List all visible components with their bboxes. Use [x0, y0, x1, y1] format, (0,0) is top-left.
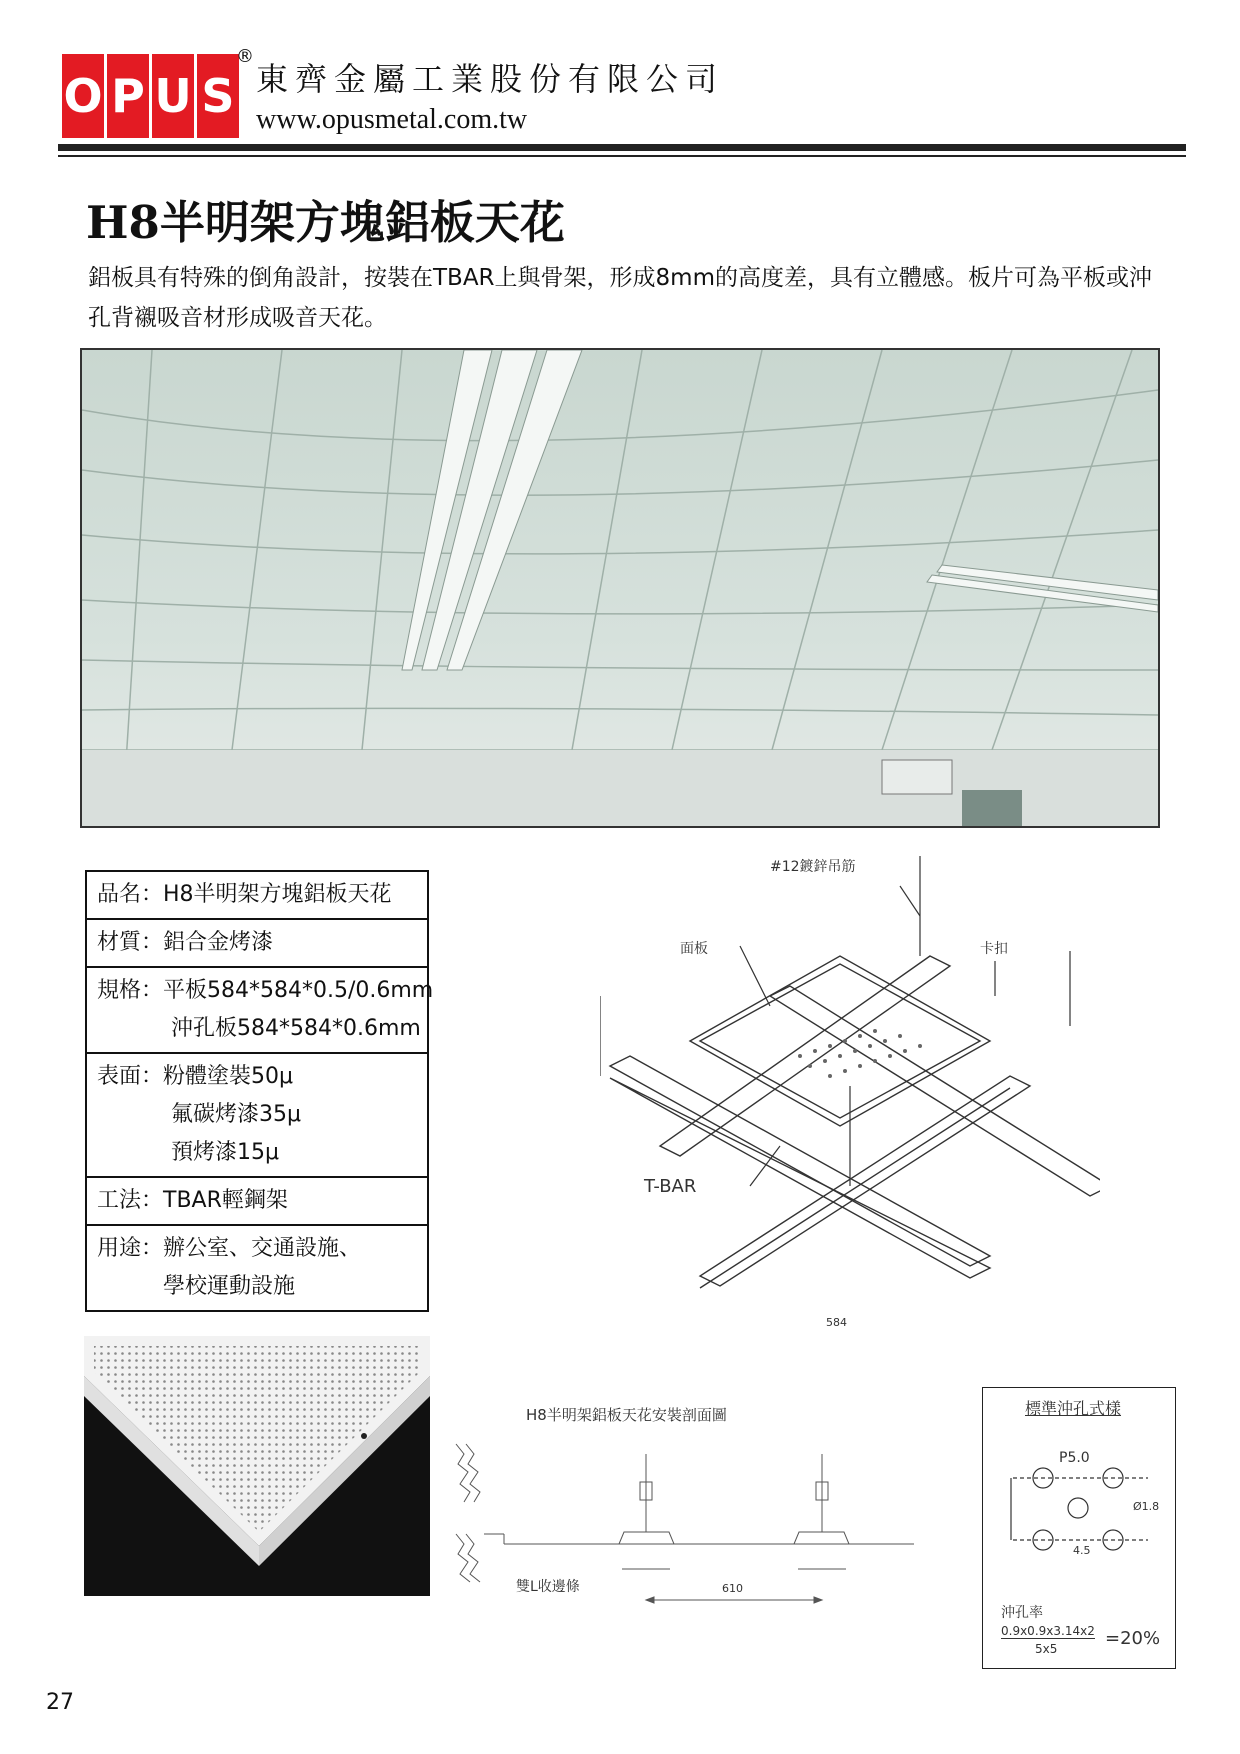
spec-row-name: [87, 872, 427, 920]
section-title: H8半明架鋁板天花安裝剖面圖: [526, 1406, 727, 1424]
hanger-label: #12鍍鋅吊筋: [770, 859, 856, 875]
logo-letter: S: [197, 54, 239, 138]
rate-numerator: 0.9x0.9x3.14x2: [1001, 1624, 1095, 1638]
company-name: 東齊金屬工業股份有限公司: [256, 60, 725, 98]
clip-label: 卡扣: [980, 941, 1008, 957]
spec-row-material: [87, 920, 427, 968]
page-title: H8半明架方塊鋁板天花: [86, 196, 565, 249]
tbar-label: T-BAR: [644, 1176, 697, 1197]
spec-text: 用途：辦公室、交通設施、: [97, 1236, 362, 1261]
spec-row-method: [87, 1178, 427, 1226]
spec-text: 學校運動設施: [163, 1274, 296, 1299]
spec-table: [85, 870, 434, 1312]
spec-row-usage: [87, 1226, 427, 1310]
wall-trim-label: 雙L收邊條: [516, 1579, 580, 1595]
spec-text: 預烤漆15μ: [171, 1140, 279, 1165]
page-number: 27: [46, 1690, 74, 1715]
spec-text: 沖孔板584*584*0.6mm: [171, 1016, 421, 1041]
ceiling-photo: [80, 348, 1160, 828]
spec-text: 品名：H8半明架方塊鋁板天花: [97, 882, 392, 907]
registered-mark: ®: [236, 46, 254, 67]
pitch-label: P5.0: [1059, 1450, 1090, 1466]
span-label: 610: [722, 1582, 743, 1595]
perforated-panel-closeup: [84, 1336, 430, 1596]
header-divider-thin: [58, 155, 1186, 157]
perforation-pattern: [982, 1387, 1176, 1669]
website-link[interactable]: www.opusmetal.com.tw: [256, 104, 528, 135]
opus-logo: [62, 54, 240, 138]
logo-letter: U: [152, 54, 194, 138]
tbar-exploded-diagram: [600, 856, 1100, 1336]
section-drawing: [454, 1404, 934, 1626]
header-divider: [58, 144, 1186, 151]
spec-row-surface: [87, 1054, 427, 1178]
logo-letter: P: [107, 54, 149, 138]
rate-denominator: 5x5: [1035, 1642, 1058, 1656]
spec-text: 氟碳烤漆35μ: [171, 1102, 301, 1127]
perforation-title: 標準沖孔式樣: [1025, 1399, 1122, 1418]
product-description: 鋁板具有特殊的倒角設計，按裝在TBAR上與骨架，形成8mm的高度差，具有立體感。板片可為平板或沖孔背襯吸音材形成吸音天花。: [88, 265, 1152, 331]
panel-label: 面板: [680, 941, 708, 957]
diameter-label: Ø1.8: [1133, 1500, 1160, 1513]
offset-label: 4.5: [1073, 1544, 1091, 1557]
spec-text: 材質：鋁合金烤漆: [97, 930, 274, 955]
dimension-label: 584: [826, 1316, 847, 1329]
spec-text: 工法：TBAR輕鋼架: [97, 1188, 288, 1213]
spec-text: 規格：平板584*584*0.5/0.6mm: [97, 978, 434, 1003]
logo-letter: O: [62, 54, 104, 138]
spec-text: 表面：粉體塗裝50μ: [97, 1064, 293, 1089]
perforation-rate-label: 沖孔率: [1001, 1605, 1043, 1621]
spec-row-size: [87, 968, 434, 1054]
rate-result: =20%: [1105, 1628, 1161, 1649]
